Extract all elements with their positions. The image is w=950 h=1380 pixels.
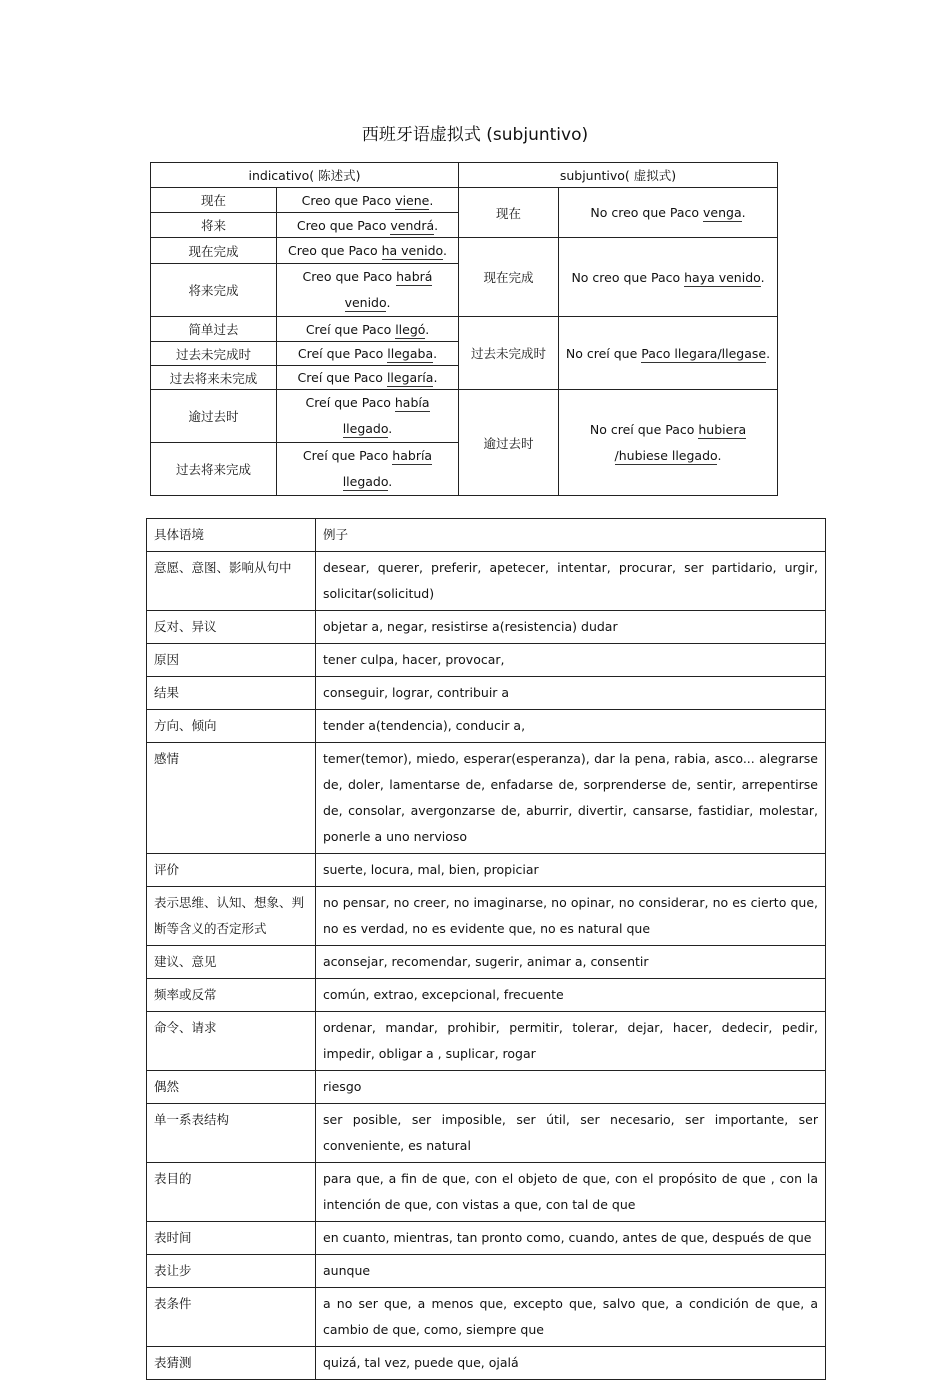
context-cell: 表时间	[147, 1222, 316, 1255]
context-cell: 方向、倾向	[147, 710, 316, 743]
examples-cell: quizá, tal vez, puede que, ojalá	[316, 1347, 826, 1380]
ind-tense: 简单过去	[151, 317, 277, 342]
indicative-header: indicativo( 陈述式)	[151, 163, 459, 188]
context-cell: 表让步	[147, 1255, 316, 1288]
sub-example: No creo que Paco haya venido.	[559, 238, 778, 317]
examples-cell: aunque	[316, 1255, 826, 1288]
ind-tense: 将来	[151, 213, 277, 238]
table-row	[147, 611, 826, 644]
examples-cell: desear, querer, preferir, apetecer, intentar, procurar, ser partidario, urgir, solicitar(solicitud)	[316, 552, 826, 611]
examples-cell: suerte, locura, mal, bien, propiciar	[316, 854, 826, 887]
ind-tense: 将来完成	[151, 264, 277, 317]
examples-cell: ordenar, mandar, prohibir, permitir, tolerar, dejar, hacer, dedecir, pedir, impedir, obligar a , suplicar, rogar	[316, 1012, 826, 1071]
table-row	[147, 1071, 826, 1104]
context-cell: 单一系表结构	[147, 1104, 316, 1163]
table-row	[147, 743, 826, 854]
context-cell: 表猜测	[147, 1347, 316, 1380]
ind-tense: 逾过去时	[151, 390, 277, 443]
context-cell: 偶然	[147, 1071, 316, 1104]
table-row	[147, 1347, 826, 1380]
table-row	[147, 1222, 826, 1255]
column-header-context: 具体语境	[147, 519, 316, 552]
table-row	[147, 887, 826, 946]
sub-example: No creí que Paco hubiera /hubiese llegado.	[559, 390, 778, 496]
ind-example: Creo que Paco ha venido.	[277, 238, 459, 264]
examples-cell: tener culpa, hacer, provocar,	[316, 644, 826, 677]
table-row	[147, 1104, 826, 1163]
ind-example: Creí que Paco habría llegado.	[277, 443, 459, 496]
table-row	[147, 946, 826, 979]
ind-example: Creí que Paco llegó.	[277, 317, 459, 342]
table-row	[147, 979, 826, 1012]
context-cell: 反对、异议	[147, 611, 316, 644]
ind-example: Creo que Paco habrá venido.	[277, 264, 459, 317]
column-header-examples: 例子	[316, 519, 826, 552]
examples-cell: tender a(tendencia), conducir a,	[316, 710, 826, 743]
ind-tense: 过去将来完成	[151, 443, 277, 496]
ind-tense: 现在完成	[151, 238, 277, 264]
context-cell: 评价	[147, 854, 316, 887]
sub-example: No creo que Paco venga.	[559, 188, 778, 238]
examples-cell: a no ser que, a menos que, excepto que, salvo que, a condición de que, a cambio de que, como, siempre que	[316, 1288, 826, 1347]
examples-cell: no pensar, no creer, no imaginarse, no opinar, no considerar, no es cierto que, no es verdad, no es evidente que, no es natural que	[316, 887, 826, 946]
examples-cell: aconsejar, recomendar, sugerir, animar a, consentir	[316, 946, 826, 979]
table-row	[147, 1255, 826, 1288]
ind-example: Creí que Paco había llegado.	[277, 390, 459, 443]
table-row	[147, 552, 826, 611]
context-cell: 表目的	[147, 1163, 316, 1222]
ind-example: Creo que Paco vendrá.	[277, 213, 459, 238]
subjunctive-header: subjuntivo( 虚拟式)	[459, 163, 778, 188]
examples-cell: objetar a, negar, resistirse a(resistencia) dudar	[316, 611, 826, 644]
examples-cell: conseguir, lograr, contribuir a	[316, 677, 826, 710]
context-cell: 结果	[147, 677, 316, 710]
table-row	[147, 644, 826, 677]
sub-tense: 逾过去时	[459, 390, 559, 496]
sub-tense: 过去未完成时	[459, 317, 559, 390]
context-cell: 频率或反常	[147, 979, 316, 1012]
examples-cell: riesgo	[316, 1071, 826, 1104]
ind-tense: 过去将来未完成	[151, 366, 277, 390]
context-cell: 感情	[147, 743, 316, 854]
examples-cell: temer(temor), miedo, esperar(esperanza), dar la pena, rabia, asco... alegrarse de, doler, lamentarse de, enfadarse de, sorprenderse de, sentir, arrepentirse de, consolar, avergonzarse de, aburrir, divertir, cansarse, fastidiar, molestar, ponerle a uno nervioso	[316, 743, 826, 854]
table-row	[147, 1012, 826, 1071]
examples-cell: ser posible, ser imposible, ser útil, ser necesario, ser importante, ser conveniente, es natural	[316, 1104, 826, 1163]
table-row	[147, 677, 826, 710]
examples-cell: en cuanto, mientras, tan pronto como, cuando, antes de que, después de que	[316, 1222, 826, 1255]
ind-tense: 现在	[151, 188, 277, 213]
usage-table	[146, 518, 826, 1380]
ind-example: Creí que Paco llegaba.	[277, 342, 459, 366]
sub-tense: 现在完成	[459, 238, 559, 317]
sub-tense: 现在	[459, 188, 559, 238]
examples-cell: común, extrao, excepcional, frecuente	[316, 979, 826, 1012]
context-cell: 原因	[147, 644, 316, 677]
context-cell: 表示思维、认知、想象、判断等含义的否定形式	[147, 887, 316, 946]
context-cell: 意愿、意图、影响从句中	[147, 552, 316, 611]
context-cell: 建议、意见	[147, 946, 316, 979]
examples-cell: para que, a fin de que, con el objeto de que, con el propósito de que , con la intención de que, con vistas a que, con tal de que	[316, 1163, 826, 1222]
sub-example: No creí que Paco llegara/llegase.	[559, 317, 778, 390]
context-cell: 表条件	[147, 1288, 316, 1347]
table-row	[147, 854, 826, 887]
context-cell: 命令、请求	[147, 1012, 316, 1071]
table-row	[147, 1288, 826, 1347]
ind-example: Creo que Paco viene.	[277, 188, 459, 213]
table-row	[147, 710, 826, 743]
ind-example: Creí que Paco llegaría.	[277, 366, 459, 390]
table-row	[147, 1163, 826, 1222]
ind-tense: 过去未完成时	[151, 342, 277, 366]
mood-comparison-table	[150, 162, 778, 496]
page-title: 西班牙语虚拟式 (subjuntivo)	[361, 125, 589, 145]
